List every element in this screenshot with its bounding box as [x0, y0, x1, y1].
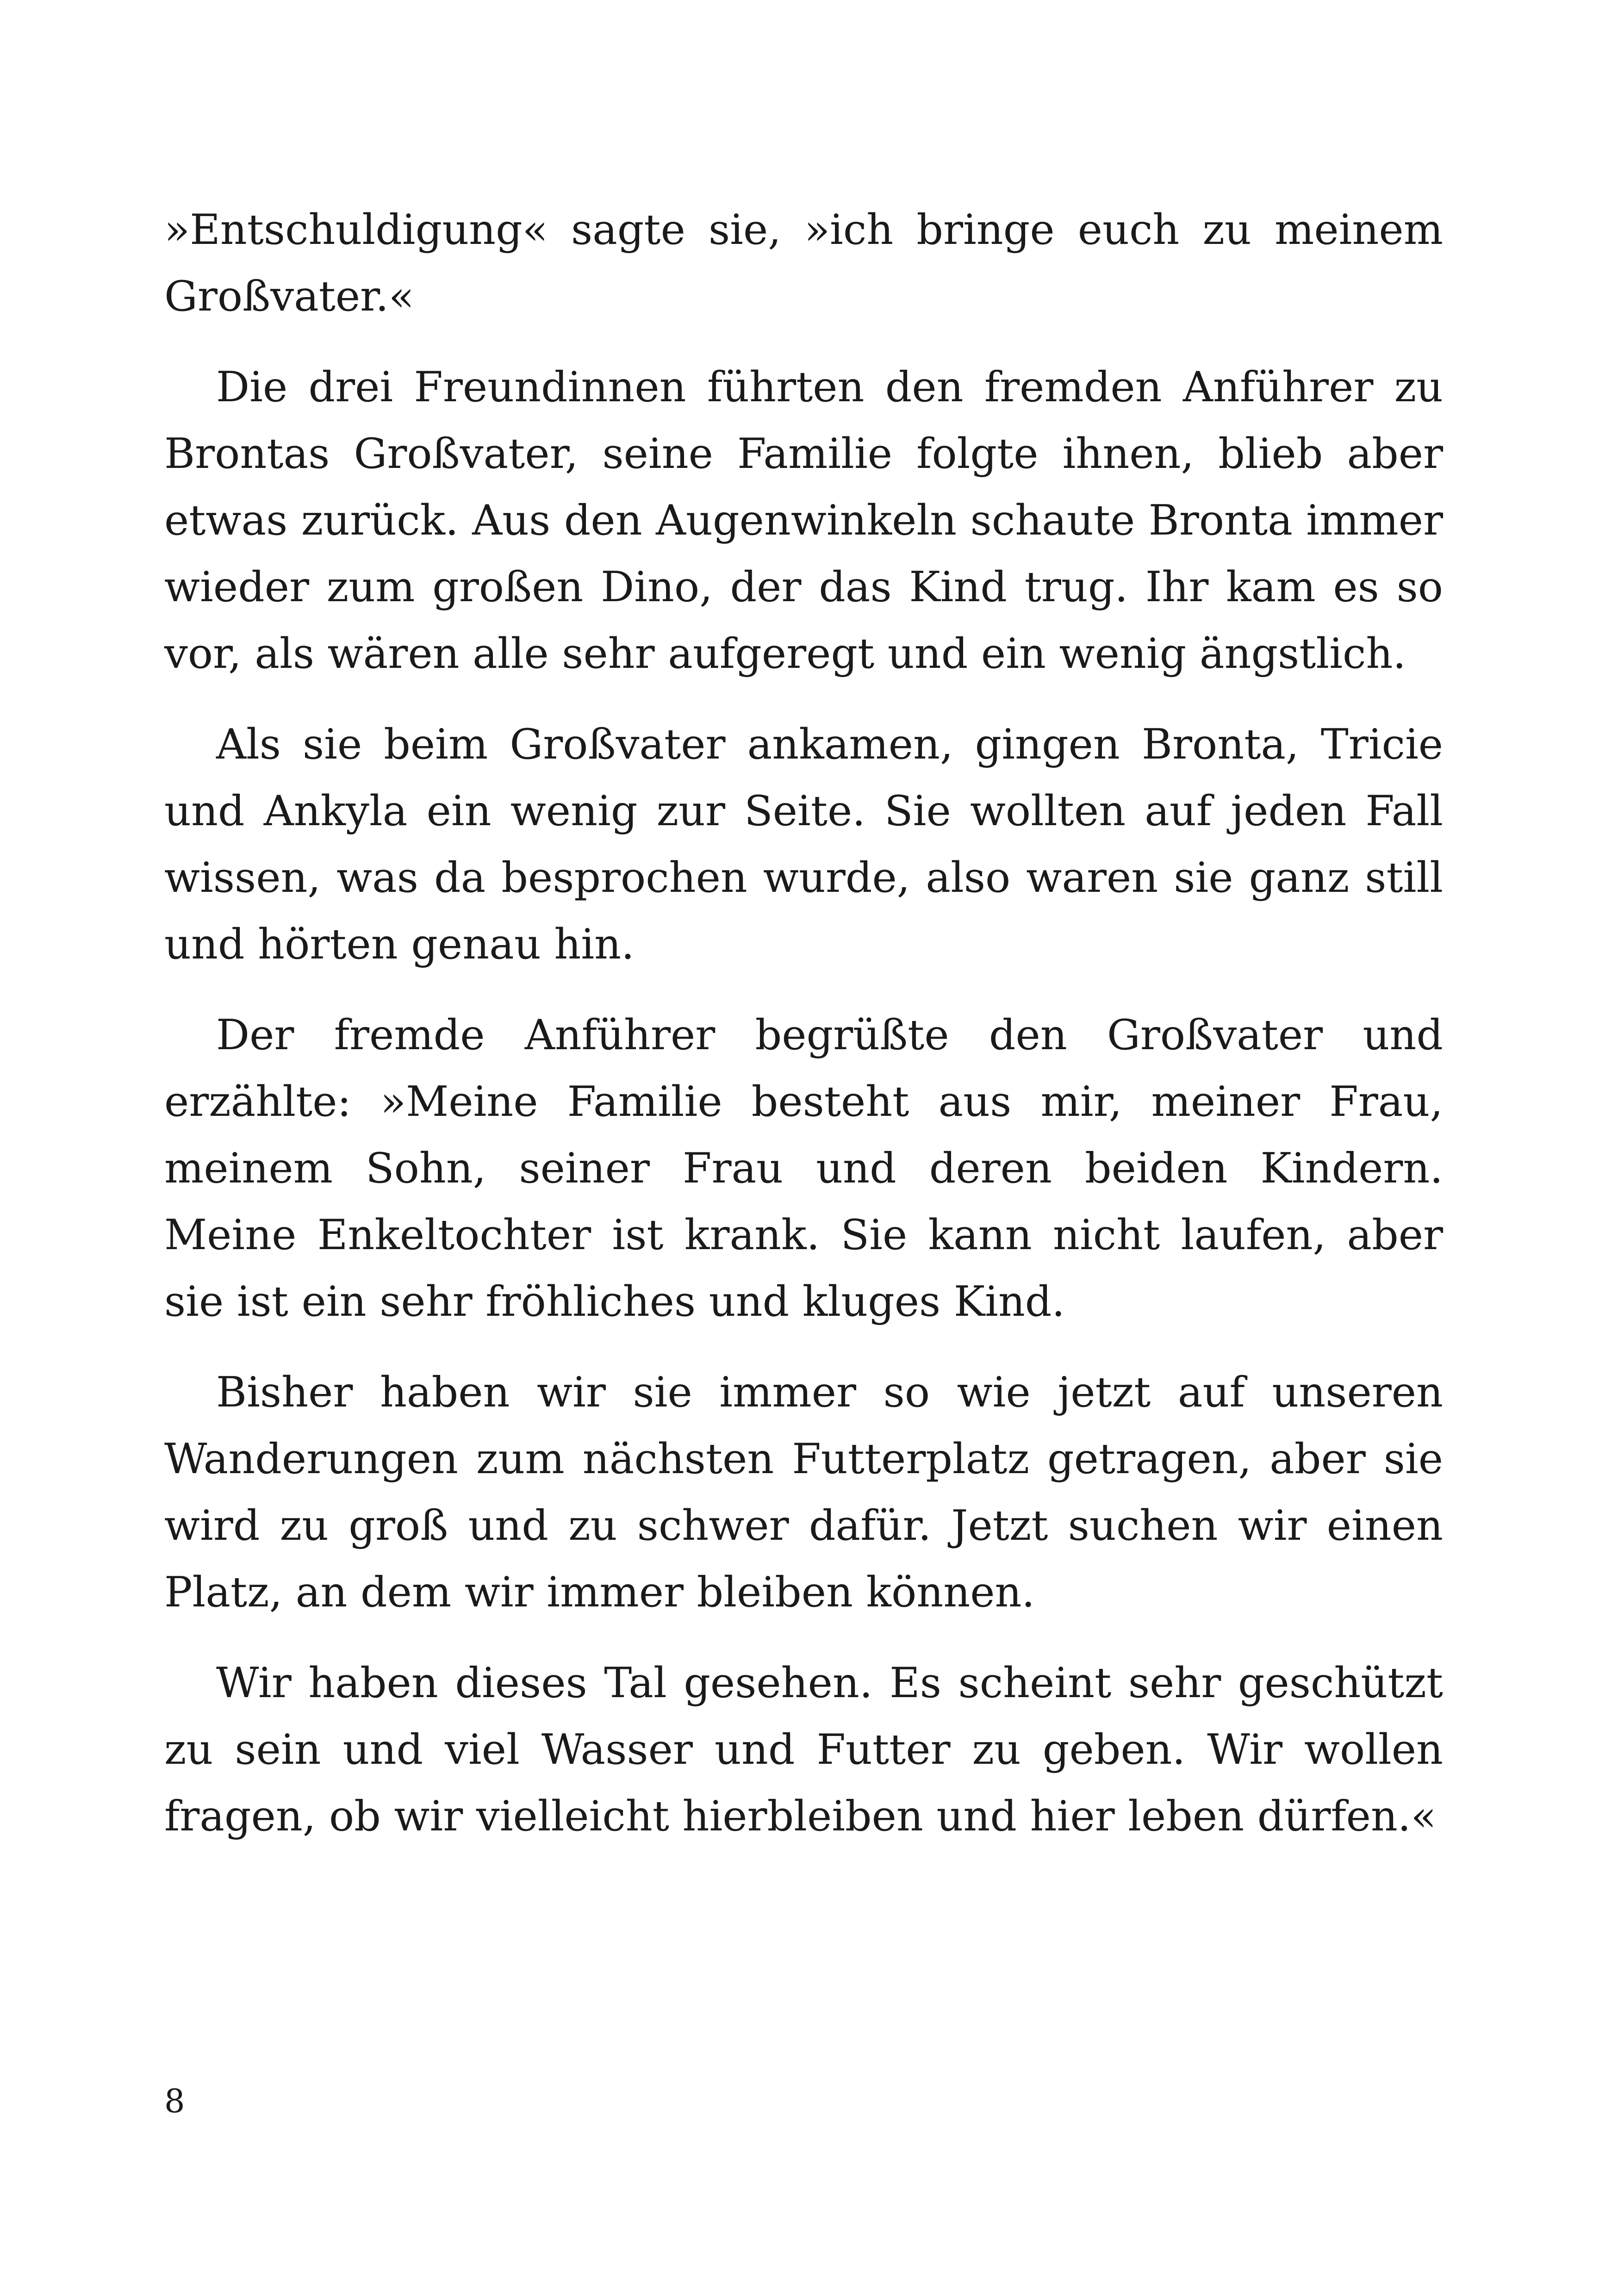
paragraph: Wir haben dieses Tal gesehen. Es scheint sehr geschützt zu sein und viel Wasser und Futter zu geben. Wir wollen fragen, ob wir vielleicht hierbleiben und hier leben dürfen.« [164, 1659, 1443, 1841]
paragraph: Als sie beim Großvater ankamen, gingen Bronta, Tricie und Ankyla ein wenig zur Seite. Sie wollten auf jeden Fall wissen, was da besprochen wurde, also waren sie ganz still und hörten genau hin. [164, 720, 1443, 969]
paragraph: Die drei Freundinnen führten den fremden Anführer zu Brontas Großvater, seine Familie folgte ihnen, blieb aber etwas zurück. Aus den Augenwinkeln schaute Bronta immer wieder zum großen Dino, der das Kind trug. Ihr kam es so vor, als wären alle sehr aufgeregt und ein wenig ängstlich. [164, 363, 1443, 678]
paragraph: Bisher haben wir sie immer so wie jetzt auf unseren Wanderungen zum nächsten Futterplatz getragen, aber sie wird zu groß und zu schwer dafür. Jetzt suchen wir einen Platz, an dem wir immer bleiben können. [164, 1368, 1443, 1617]
page-number: 8 [164, 2082, 185, 2120]
paragraph: Der fremde Anführer begrüßte den Großvater und erzählte: »Meine Familie besteht aus mir, meiner Frau, meinem Sohn, seiner Frau und deren beiden Kindern. Meine Enkeltochter ist krank. Sie kann nicht laufen, aber sie ist ein sehr fröhliches und kluges Kind. [164, 1011, 1443, 1326]
page-body [164, 197, 1443, 1874]
paragraph: »Entschuldigung« sagte sie, »ich bringe euch zu meinem Großvater.« [164, 205, 1443, 321]
